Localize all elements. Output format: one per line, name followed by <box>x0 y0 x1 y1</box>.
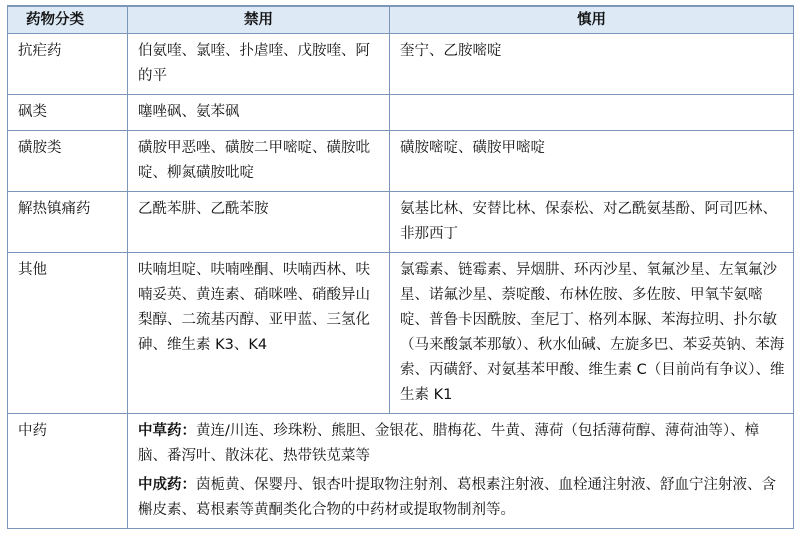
category-cell: 解热镇痛药 <box>8 192 128 253</box>
banned-cell: 呋喃坦啶、呋喃唑酮、呋喃西林、呋喃妥英、黄连素、硝咪唑、硝酸异山梨醇、二巯基丙醇、亚甲蓝、三氢化砷、维生素 K3、K4 <box>128 253 390 414</box>
patent-paragraph <box>138 473 787 523</box>
table-row <box>8 253 794 414</box>
header-category: 药物分类 <box>8 6 128 34</box>
herbal-label: 中草药： <box>138 423 196 439</box>
category-cell: 中药 <box>8 414 128 529</box>
banned-cell: 磺胺甲恶唑、磺胺二甲嘧啶、磺胺吡啶、柳氮磺胺吡啶 <box>128 131 390 192</box>
header-caution: 慎用 <box>390 6 794 34</box>
category-cell: 其他 <box>8 253 128 414</box>
category-cell: 抗疟药 <box>8 34 128 95</box>
caution-cell: 奎宁、乙胺嘧啶 <box>390 34 794 95</box>
caution-cell <box>390 95 794 131</box>
tcm-cell <box>128 414 794 529</box>
table-row <box>8 95 794 131</box>
patent-label: 中成药： <box>138 477 196 493</box>
table-row <box>8 34 794 95</box>
table-header-row <box>8 6 794 34</box>
category-cell: 磺胺类 <box>8 131 128 192</box>
header-banned: 禁用 <box>128 6 390 34</box>
table-row-tcm <box>8 414 794 529</box>
table-row <box>8 131 794 192</box>
table-row <box>8 192 794 253</box>
caution-cell: 氨基比林、安替比林、保泰松、对乙酰氨基酚、阿司匹林、非那西丁 <box>390 192 794 253</box>
herbal-text: 黄连/川连、珍珠粉、熊胆、金银花、腊梅花、牛黄、薄荷（包括薄荷醇、薄荷油等）、樟脑、番泻叶、散沫花、热带铁苋菜等 <box>138 423 760 464</box>
banned-cell: 乙酰苯肼、乙酰苯胺 <box>128 192 390 253</box>
caution-cell: 氯霉素、链霉素、异烟肼、环丙沙星、氧氟沙星、左氧氟沙星、诺氟沙星、萘啶酸、布林佐胺、多佐胺、甲氧苄氨嘧啶、普鲁卡因酰胺、奎尼丁、格列本脲、苯海拉明、扑尔敏（马来酸氯苯那敏）、秋水仙碱、左旋多巴、苯妥英钠、苯海索、丙磺舒、对氨基苯甲酸、维生素 C（目前尚有争议）、维生素 K1 <box>390 253 794 414</box>
banned-cell: 伯氨喹、氯喹、扑虐喹、戊胺喹、阿的平 <box>128 34 390 95</box>
patent-text: 茵栀黄、保婴丹、银杏叶提取物注射剂、葛根素注射液、血栓通注射液、舒血宁注射液、含槲皮素、葛根素等黄酮类化合物的中药材或提取物制剂等。 <box>138 477 776 518</box>
category-cell: 砜类 <box>8 95 128 131</box>
drug-table <box>7 5 794 529</box>
banned-cell: 噻唑砜、氨苯砜 <box>128 95 390 131</box>
herbal-paragraph <box>138 419 787 469</box>
caution-cell: 磺胺嘧啶、磺胺甲嘧啶 <box>390 131 794 192</box>
